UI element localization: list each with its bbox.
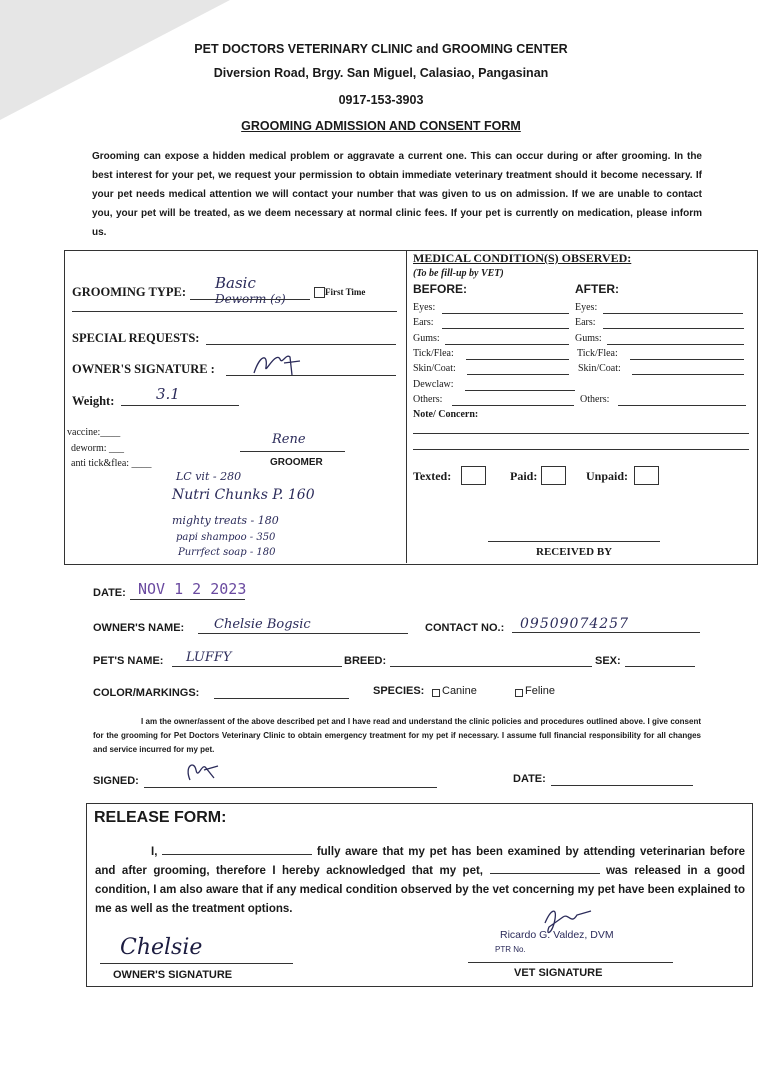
groomer-label: GROOMER [270,457,323,468]
special-requests-label: SPECIAL REQUESTS: [72,331,200,345]
after-tick-line [630,359,744,360]
anti-tick-label: anti tick&flea: ____ [71,458,152,469]
grooming-type-label: GROOMING TYPE: [72,285,187,299]
pet-name-label: PET'S NAME: [93,655,164,667]
contact-line [512,632,700,633]
ptr-label: PTR No. [495,945,526,954]
before-tick: Tick/Flea: [413,348,454,359]
color-markings-line [214,698,349,699]
grooming-type-value: Basic [215,274,256,292]
grooming-type-line [190,299,310,300]
release-paragraph [95,843,745,919]
pet-name-line [172,666,342,667]
groomer-name: Rene [272,432,306,447]
release-pet-blank [490,863,600,874]
note-line-b [413,449,749,450]
clinic-phone: 0917-153-3903 [338,93,424,107]
after-skin-line [632,374,744,375]
breed-label: BREED: [344,655,387,667]
release-owner-signature: Chelsie [120,935,203,960]
sex-line [625,666,695,667]
unpaid-checkbox[interactable] [634,466,659,485]
release-owner-sig-line [100,963,293,964]
owner-name-line [198,633,408,634]
release-name-blank [162,844,312,855]
release-text-3: was released in a good condition, I am also aware that if any medical condition observed by the vet concerning my pet have been explained to me as well as the treatment options. [95,865,746,915]
medical-title: MEDICAL CONDITION(S) OBSERVED: [413,251,632,265]
form-title: GROOMING ADMISSION AND CONSENT FORM [241,119,521,133]
after-label: AFTER: [575,282,619,296]
before-tick-line [466,359,569,360]
contact-value: 09509074257 [520,616,629,632]
before-others: Others: [413,394,443,405]
before-gums: Gums: [413,333,440,344]
release-text-2: fully aware that my pet has been examined by attending veterinarian before and after grooming, therefore I hereby acknowledged that my pet, [95,846,745,877]
signed-label: SIGNED: [93,775,139,787]
date-line [130,599,245,600]
pet-name-value: LUFFY [186,650,232,665]
breed-line [390,666,592,667]
medical-subtitle: (To be fill-up by VET) [413,268,504,279]
clinic-address: Diversion Road, Brgy. San Miguel, Calasiao, Pangasinan [213,66,549,80]
before-ears-line [442,328,569,329]
clinic-name: PET DOCTORS VETERINARY CLINIC and GROOMING CENTER [194,42,568,56]
owner-signature-label: OWNER'S SIGNATURE : [72,362,215,376]
after-ears-line [603,328,744,329]
consent-paragraph: I am the owner/assent of the above described pet and I have read and understand the clinic policies and procedures outlined above. I give consent for the grooming for Pet Doctors Veterinary Clinic to obtain emergency treatment for my pet if necessary. I assume full financial responsibility for all changes and service incurred for my pet. [93,717,701,754]
texted-checkbox[interactable] [461,466,486,485]
weight-line [121,405,239,406]
owner-name-value: Chelsie Bogsic [214,617,311,632]
feline-checkbox[interactable] [515,689,523,697]
first-time-label: First Time [325,287,366,297]
paid-label: Paid: [510,469,538,483]
note-line-4: papi shampoo - 350 [176,532,276,543]
after-others: Others: [580,394,610,405]
signed-line [144,787,437,788]
species-label: SPECIES: [373,685,425,697]
note-line-a [413,433,749,434]
before-others-line [452,405,574,406]
note-line-3: mighty treats - 180 [172,514,279,527]
intro-paragraph: Grooming can expose a hidden medical problem or aggravate a current one. This can occur during or after grooming. In the best interest for your pet, we request your permission to obtain immediate veterinary treatment should it become necessary. If your pet needs medical attention we will contact your number that was given to us on admission. If we are unable to contact you, your pet will be treated, as we deem necessary at normal clinic fees. If your pet is currently on medication, please inform us. [92,151,702,238]
date-label: DATE: [93,587,126,599]
texted-label: Texted: [413,469,452,483]
before-gums-line [445,344,569,345]
after-others-line [618,405,746,406]
release-text-i: I, [151,846,158,858]
sex-label: SEX: [595,655,621,667]
vet-name: Ricardo G. Valdez, DVM [500,929,614,941]
note-line-1: LC vit - 280 [176,470,242,483]
vet-signature-line [468,962,673,963]
date2-line [551,785,693,786]
before-dewclaw: Dewclaw: [413,379,454,390]
note-line-2: Nutri Chunks P. 160 [172,487,315,503]
after-ears: Ears: [575,317,596,328]
release-title: RELEASE FORM: [94,809,227,826]
note-concern-label: Note/ Concern: [413,409,479,420]
after-skin: Skin/Coat: [578,363,621,374]
feline-label: Feline [525,685,555,697]
grooming-type-value-2: Deworm (s) [215,292,286,306]
after-gums: Gums: [575,333,602,344]
signed-scribble [178,756,228,786]
note-line-5: Purrfect soap - 180 [178,547,276,558]
after-eyes-line [603,313,743,314]
weight-label: Weight: [72,394,115,408]
color-markings-label: COLOR/MARKINGS: [93,687,200,699]
paid-checkbox[interactable] [541,466,566,485]
before-ears: Ears: [413,317,434,328]
vaccine-label: vaccine:____ [67,427,121,438]
weight-value: 3.1 [156,385,180,403]
groomer-line [240,451,345,452]
after-tick: Tick/Flea: [577,348,618,359]
received-by-label: RECEIVED BY [536,546,613,558]
before-eyes-line [442,313,569,314]
release-owner-sig-label: OWNER'S SIGNATURE [113,969,233,981]
after-eyes: Eyes: [575,302,598,313]
canine-label: Canine [442,685,477,697]
owner-signature-line [226,375,396,376]
before-dewclaw-line [465,390,575,391]
before-label: BEFORE: [413,282,467,296]
before-skin-line [467,374,569,375]
owner-signature-scribble [246,345,306,379]
date2-label: DATE: [513,773,546,785]
before-eyes: Eyes: [413,302,436,313]
date-stamp: NOV 1 2 2023 [138,580,247,598]
deworm-label: deworm: ___ [71,443,125,454]
owner-name-label: OWNER'S NAME: [93,622,185,634]
before-skin: Skin/Coat: [413,363,456,374]
first-time-checkbox[interactable] [314,287,325,298]
unpaid-label: Unpaid: [586,469,629,483]
canine-checkbox[interactable] [432,689,440,697]
vet-signature-label: VET SIGNATURE [514,967,603,979]
section-divider [406,250,407,563]
grooming-type-line-2 [72,311,397,312]
received-by-line [488,541,660,542]
contact-label: CONTACT NO.: [425,622,505,634]
after-gums-line [607,344,744,345]
